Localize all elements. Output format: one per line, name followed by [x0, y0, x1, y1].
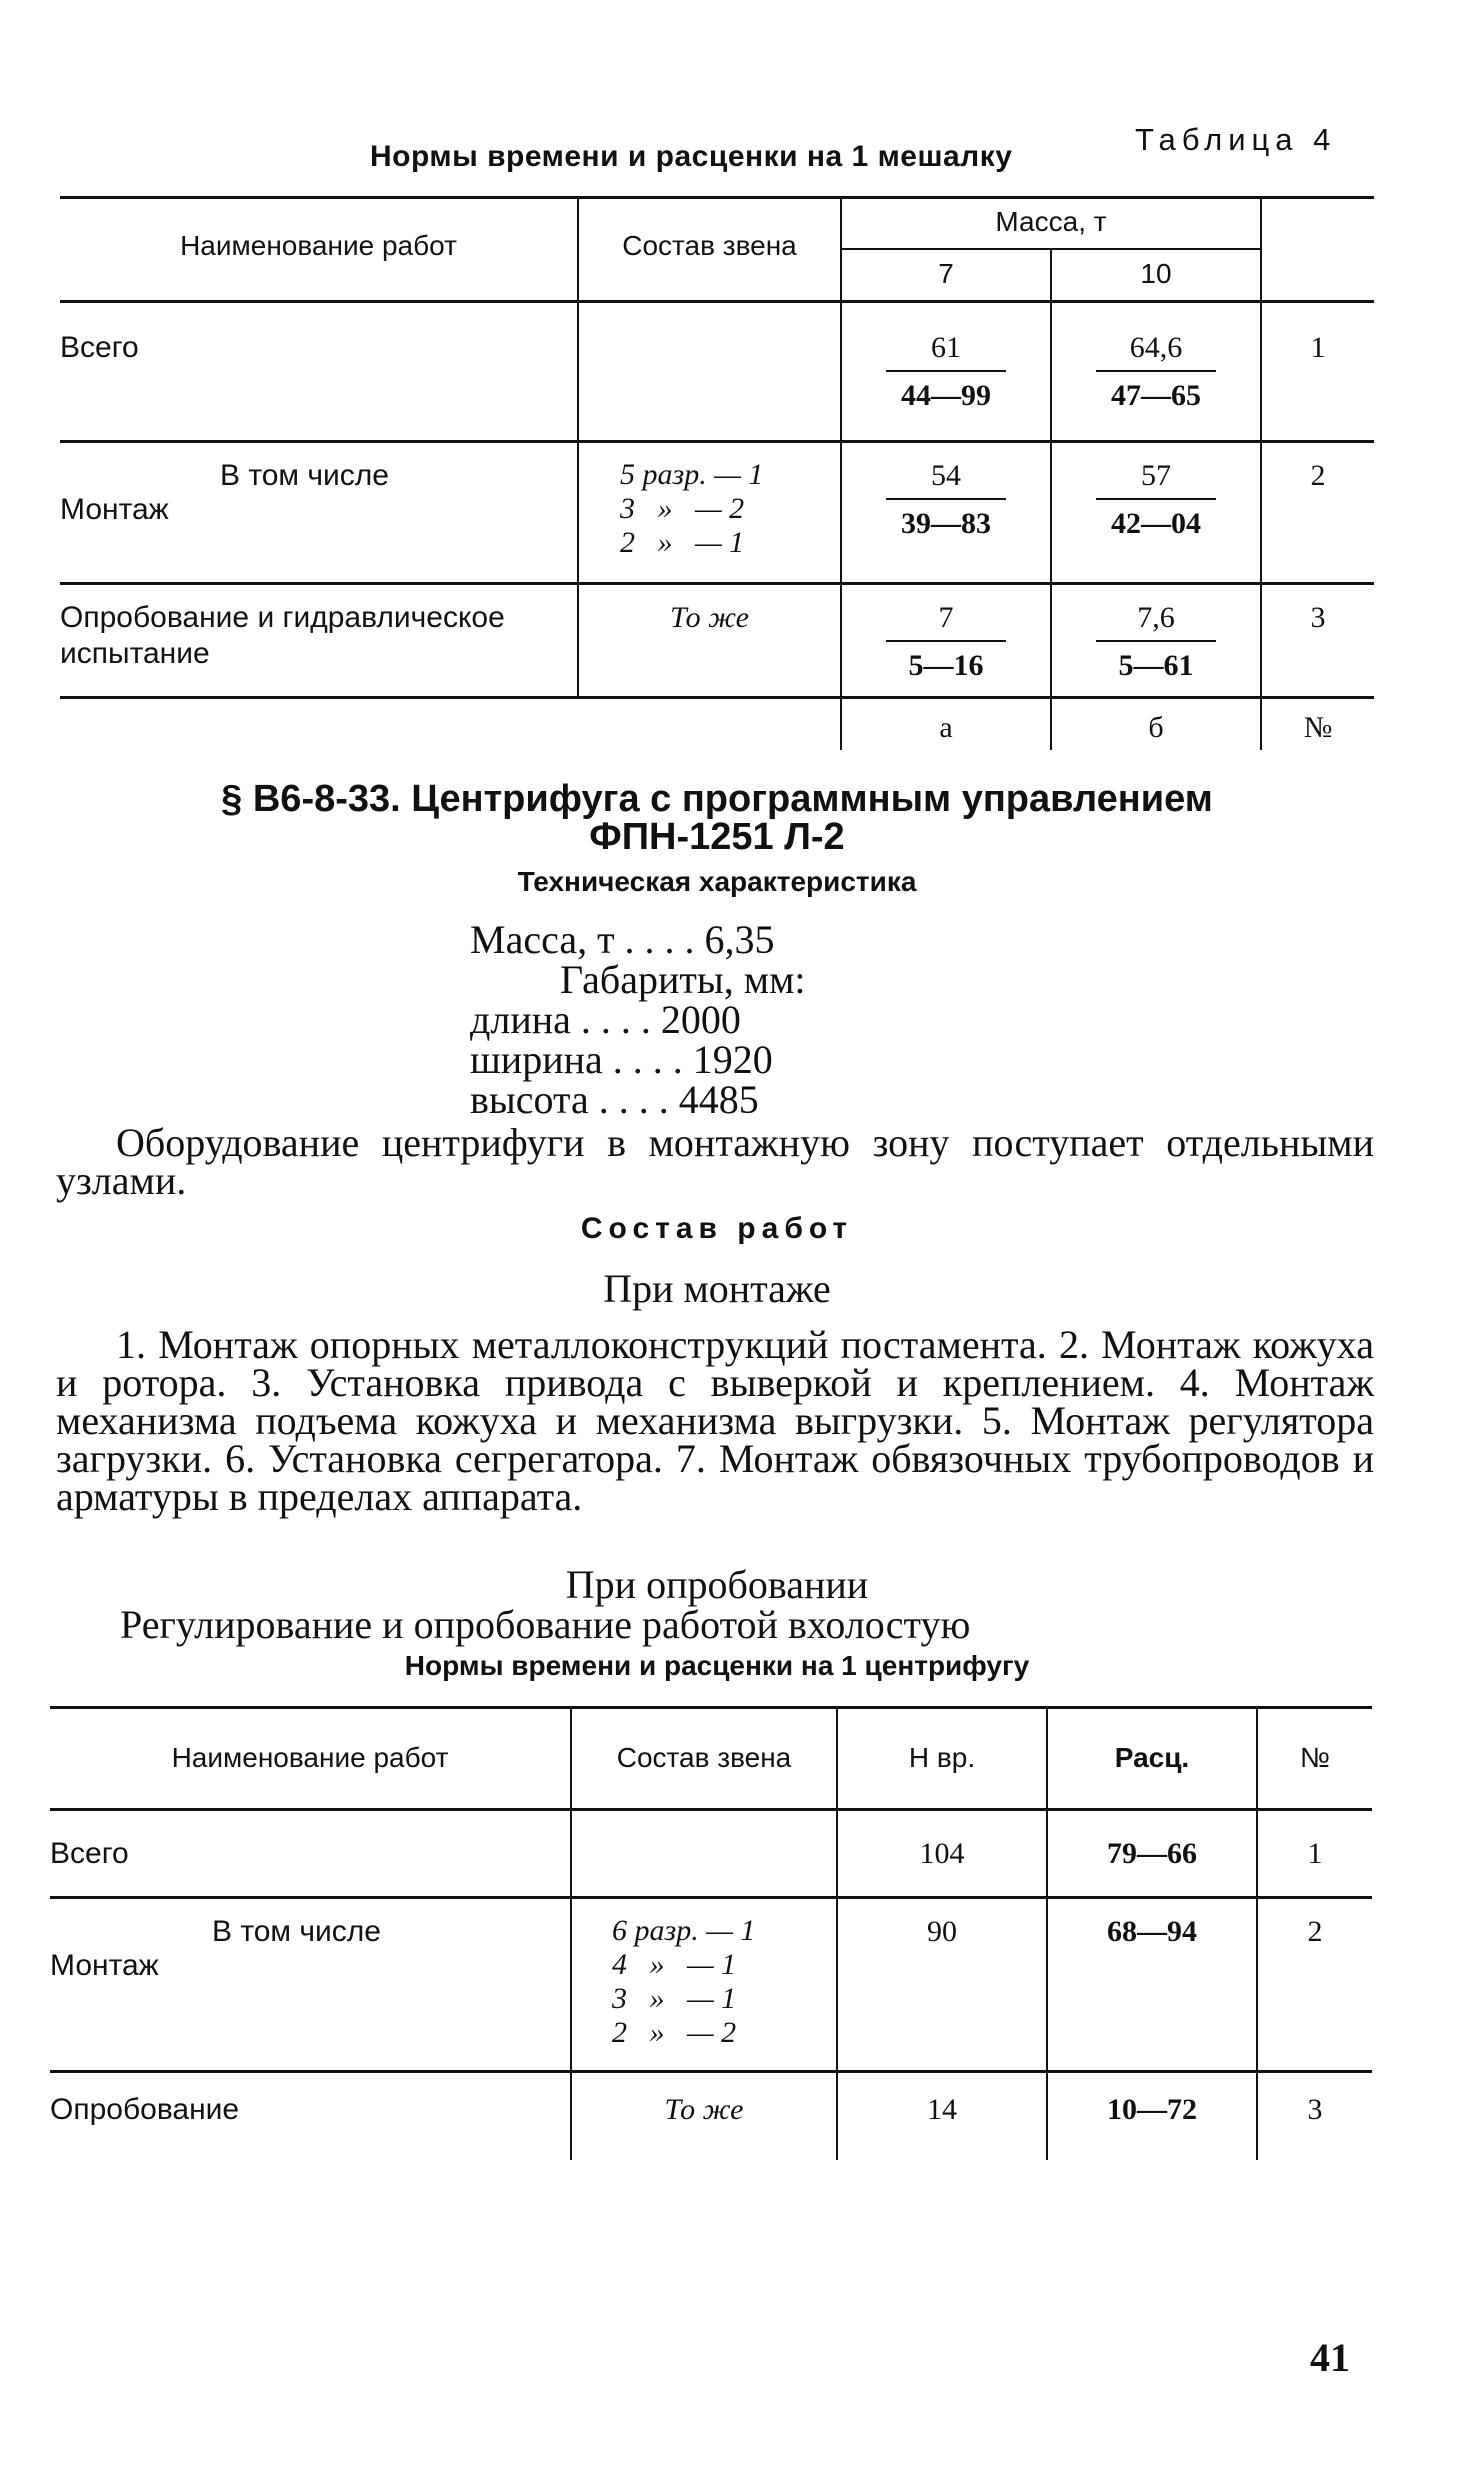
table5-header-nvr: Н вр. [908, 1742, 976, 1773]
table5-header-rule [50, 1808, 1372, 1811]
table5-top-rule [50, 1706, 1372, 1709]
table4-caption: Нормы времени и расценки на 1 мешалку [370, 140, 1013, 173]
section-title-line2: ФПН-1251 Л-2 [589, 816, 845, 858]
table4-row3-b-den: 5—61 [1118, 649, 1194, 682]
table5-row3-crew: То же [664, 2093, 744, 2126]
table4-footer-a: а [939, 711, 953, 744]
table4-row1-a-num: 61 [886, 330, 1006, 372]
table5-row3-rasc: 10—72 [1107, 2093, 1197, 2126]
table4-row1-b-den: 47—65 [1111, 379, 1201, 412]
table4-row2-b-num: 57 [1096, 458, 1216, 500]
table5-row2-rule [50, 2070, 1372, 2073]
table4-row3-b [1052, 600, 1260, 684]
table5-caption: Нормы времени и расценки на 1 центрифугу [404, 1650, 1030, 1681]
table4-row1-a-den: 44—99 [901, 379, 991, 412]
table4-header-m7: 7 [938, 258, 954, 289]
test-title: При опробовании [565, 1562, 869, 1607]
table5-header-rasc: Расц. [1114, 1742, 1190, 1773]
test-paragraph: Регулирование и опробование работой вхолостую [120, 1602, 971, 1647]
table5-row2-rasc: 68—94 [1107, 1915, 1197, 1948]
table4-row1-no: 1 [1310, 331, 1326, 364]
table4-header-crew: Состав звена [622, 230, 797, 261]
table4-row1-name: Всего [60, 331, 139, 364]
table5-row1-nvr: 104 [919, 1837, 965, 1870]
table5-row1-name: Всего [50, 1837, 129, 1870]
table4-row2-crew: 5 разр. — 1 3 » — 2 2 » — 1 [620, 458, 764, 559]
table4-row2-a-den: 39—83 [901, 507, 991, 540]
table4-row2-name: Монтаж [60, 493, 169, 526]
table4-row3-a-num: 7 [886, 600, 1006, 642]
table5-header-name: Наименование работ [171, 1742, 449, 1773]
table5-row2-crew: 6 разр. — 1 4 » — 1 3 » — 1 2 » — 2 [612, 1914, 756, 2049]
table4-footer-no: № [1303, 711, 1333, 744]
spec-dims-label: Габариты, мм: [560, 957, 806, 1002]
table5-row2-no: 2 [1307, 1915, 1323, 1948]
spec-length: длина . . . . 2000 [470, 997, 741, 1042]
table4-row1-a [842, 330, 1050, 414]
table5-row3-no: 3 [1307, 2093, 1323, 2126]
table5-row2-name: Монтаж [50, 1949, 159, 1982]
table4-row3-a [842, 600, 1050, 684]
table4-row2-b [1052, 458, 1260, 542]
table4-row2-no: 2 [1310, 459, 1326, 492]
table5-header-no: № [1299, 1742, 1331, 1773]
table4-row3-name: Опробование и гидравлическое испытание [60, 601, 505, 670]
table5-row2-nvr: 90 [927, 1915, 957, 1948]
table4-row1-b-num: 64,6 [1096, 330, 1216, 372]
spec-width: ширина . . . . 1920 [470, 1037, 773, 1082]
table4-row2-b-den: 42—04 [1111, 507, 1201, 540]
table4-label: Таблица 4 [1135, 122, 1337, 157]
table4-row1-rule [60, 440, 1374, 443]
works-title: Состав работ [580, 1212, 854, 1245]
table4-header-rule [60, 300, 1374, 303]
spec-title: Техническая характеристика [517, 866, 917, 897]
table4-row1-b [1052, 330, 1260, 414]
table4-row2-subhead: В том числе [220, 459, 389, 492]
table4-header-name: Наименование работ [180, 230, 457, 261]
table5-row3-name: Опробование [50, 2093, 240, 2126]
table4-row2-a-num: 54 [886, 458, 1006, 500]
section-title-line1: § В6-8-33. Центрифуга с программным управлением [221, 778, 1213, 820]
table5-row2-subhead: В том числе [212, 1915, 381, 1948]
table4-row3-crew: То же [670, 601, 749, 634]
table5-header-crew: Состав звена [616, 1742, 792, 1773]
spec-mass: Масса, т . . . . 6,35 [470, 917, 775, 962]
mount-title: При монтаже [603, 1266, 831, 1311]
table4-header-mass: Масса, т [995, 206, 1107, 237]
spec-height: высота . . . . 4485 [470, 1077, 759, 1122]
table4-top-rule [60, 196, 1374, 199]
table4-row2-rule [60, 582, 1374, 585]
table5-row1-rule [50, 1896, 1372, 1899]
table4-header-m10: 10 [1140, 258, 1172, 289]
table4-row3-a-den: 5—16 [908, 649, 984, 682]
page-number: 41 [1310, 2335, 1350, 2380]
mount-paragraph: 1. Монтаж опорных металлоконструкций постамента. 2. Монтаж кожуха и ротора. 3. Установка привода с выверкой и креплением. 4. Монтаж механизма подъема кожуха и механизма выгрузки. 5. Монтаж регулятора загрузки. 6. Установка сегрегатора. 7. Монтаж обвязочных трубопроводов и арматуры в пределах аппарата. [56, 1322, 1374, 1519]
table4-row3-b-num: 7,6 [1096, 600, 1216, 642]
table5-row1-no: 1 [1307, 1837, 1323, 1870]
table4-row2-a [842, 458, 1050, 542]
table4-row3-no: 3 [1310, 601, 1326, 634]
table5-row3-nvr: 14 [927, 2093, 957, 2126]
table4-footer-b: б [1148, 711, 1164, 744]
intro-paragraph: Оборудование центрифуги в монтажную зону поступает отдельными узлами. [56, 1120, 1374, 1203]
table4-bottom-rule [60, 696, 1374, 699]
table5-row1-rasc: 79—66 [1107, 1837, 1197, 1870]
